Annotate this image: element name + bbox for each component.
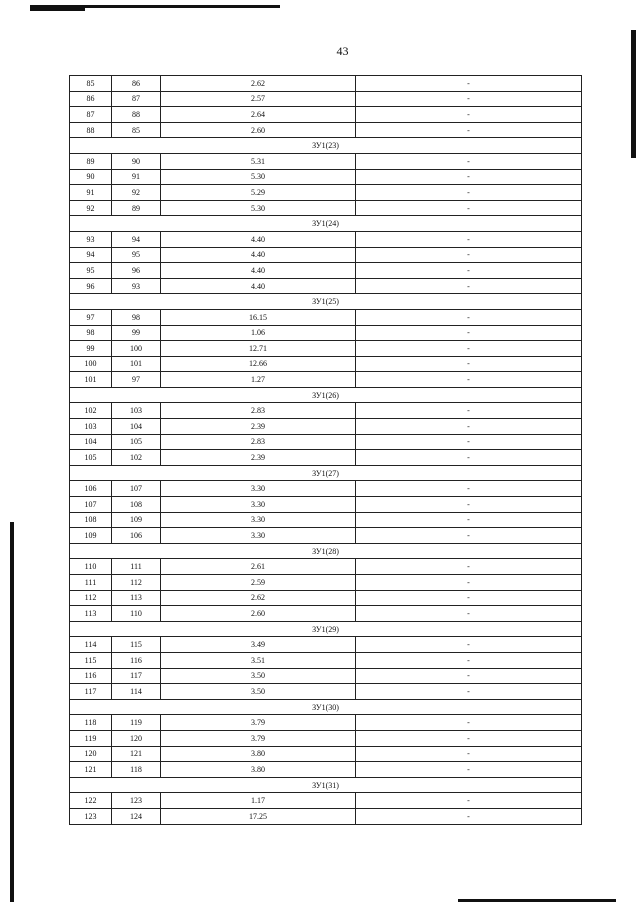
- note-cell: -: [356, 528, 582, 544]
- length-cell: 17.25: [161, 808, 356, 824]
- note-cell: -: [356, 590, 582, 606]
- table-body: [70, 76, 582, 825]
- note-cell: -: [356, 247, 582, 263]
- from-point-cell: 112: [70, 590, 112, 606]
- table-row: [70, 153, 582, 169]
- note-cell: -: [356, 559, 582, 575]
- group-header-row: [70, 138, 582, 154]
- to-point-cell: 121: [112, 746, 161, 762]
- scan-artifact-top-corner: [30, 8, 85, 11]
- from-point-cell: 106: [70, 481, 112, 497]
- to-point-cell: 87: [112, 91, 161, 107]
- from-point-cell: 119: [70, 730, 112, 746]
- to-point-cell: 116: [112, 652, 161, 668]
- table-row: [70, 403, 582, 419]
- note-cell: -: [356, 309, 582, 325]
- table-row: [70, 637, 582, 653]
- from-point-cell: 92: [70, 200, 112, 216]
- note-cell: -: [356, 76, 582, 92]
- from-point-cell: 108: [70, 512, 112, 528]
- from-point-cell: 87: [70, 107, 112, 123]
- from-point-cell: 122: [70, 793, 112, 809]
- note-cell: -: [356, 512, 582, 528]
- table-row: [70, 107, 582, 123]
- group-label: ЗУ1(28): [70, 543, 582, 559]
- from-point-cell: 109: [70, 528, 112, 544]
- to-point-cell: 98: [112, 309, 161, 325]
- note-cell: -: [356, 169, 582, 185]
- table-row: [70, 200, 582, 216]
- to-point-cell: 113: [112, 590, 161, 606]
- from-point-cell: 120: [70, 746, 112, 762]
- table-row: [70, 746, 582, 762]
- table-row: [70, 356, 582, 372]
- length-cell: 4.40: [161, 247, 356, 263]
- length-cell: 2.57: [161, 91, 356, 107]
- table-row: [70, 668, 582, 684]
- from-point-cell: 101: [70, 372, 112, 388]
- length-cell: 3.80: [161, 746, 356, 762]
- note-cell: -: [356, 652, 582, 668]
- group-header-row: [70, 216, 582, 232]
- group-label: ЗУ1(24): [70, 216, 582, 232]
- page-number: 43: [336, 44, 349, 58]
- note-cell: -: [356, 325, 582, 341]
- note-cell: -: [356, 91, 582, 107]
- table-row: [70, 715, 582, 731]
- to-point-cell: 119: [112, 715, 161, 731]
- from-point-cell: 105: [70, 450, 112, 466]
- to-point-cell: 85: [112, 122, 161, 138]
- to-point-cell: 110: [112, 606, 161, 622]
- note-cell: -: [356, 715, 582, 731]
- table-row: [70, 419, 582, 435]
- from-point-cell: 114: [70, 637, 112, 653]
- table-row: [70, 309, 582, 325]
- from-point-cell: 102: [70, 403, 112, 419]
- note-cell: -: [356, 341, 582, 357]
- from-point-cell: 86: [70, 91, 112, 107]
- length-cell: 12.71: [161, 341, 356, 357]
- to-point-cell: 90: [112, 153, 161, 169]
- from-point-cell: 97: [70, 309, 112, 325]
- boundary-segments-table: [69, 75, 582, 825]
- to-point-cell: 97: [112, 372, 161, 388]
- length-cell: 1.06: [161, 325, 356, 341]
- length-cell: 2.62: [161, 590, 356, 606]
- to-point-cell: 96: [112, 263, 161, 279]
- table-row: [70, 590, 582, 606]
- scan-artifact-left: [10, 522, 14, 902]
- from-point-cell: 99: [70, 341, 112, 357]
- table-row: [70, 497, 582, 513]
- note-cell: -: [356, 185, 582, 201]
- to-point-cell: 99: [112, 325, 161, 341]
- to-point-cell: 106: [112, 528, 161, 544]
- note-cell: -: [356, 403, 582, 419]
- from-point-cell: 113: [70, 606, 112, 622]
- table-row: [70, 231, 582, 247]
- to-point-cell: 102: [112, 450, 161, 466]
- table-row: [70, 512, 582, 528]
- length-cell: 4.40: [161, 278, 356, 294]
- table-row: [70, 684, 582, 700]
- from-point-cell: 95: [70, 263, 112, 279]
- to-point-cell: 124: [112, 808, 161, 824]
- to-point-cell: 109: [112, 512, 161, 528]
- note-cell: -: [356, 372, 582, 388]
- group-header-row: [70, 699, 582, 715]
- note-cell: -: [356, 808, 582, 824]
- from-point-cell: 89: [70, 153, 112, 169]
- from-point-cell: 123: [70, 808, 112, 824]
- note-cell: -: [356, 762, 582, 778]
- note-cell: -: [356, 746, 582, 762]
- note-cell: -: [356, 497, 582, 513]
- length-cell: 1.27: [161, 372, 356, 388]
- to-point-cell: 89: [112, 200, 161, 216]
- to-point-cell: 92: [112, 185, 161, 201]
- table-row: [70, 434, 582, 450]
- group-header-row: [70, 543, 582, 559]
- to-point-cell: 117: [112, 668, 161, 684]
- from-point-cell: 94: [70, 247, 112, 263]
- to-point-cell: 112: [112, 575, 161, 591]
- note-cell: -: [356, 434, 582, 450]
- table-row: [70, 793, 582, 809]
- to-point-cell: 111: [112, 559, 161, 575]
- length-cell: 2.61: [161, 559, 356, 575]
- to-point-cell: 120: [112, 730, 161, 746]
- to-point-cell: 105: [112, 434, 161, 450]
- length-cell: 1.17: [161, 793, 356, 809]
- note-cell: -: [356, 684, 582, 700]
- to-point-cell: 94: [112, 231, 161, 247]
- length-cell: 2.60: [161, 122, 356, 138]
- group-label: ЗУ1(31): [70, 777, 582, 793]
- table-row: [70, 808, 582, 824]
- length-cell: 2.83: [161, 403, 356, 419]
- scan-artifact-bottom: [458, 899, 616, 902]
- length-cell: 12.66: [161, 356, 356, 372]
- length-cell: 2.39: [161, 419, 356, 435]
- from-point-cell: 90: [70, 169, 112, 185]
- to-point-cell: 91: [112, 169, 161, 185]
- note-cell: -: [356, 637, 582, 653]
- note-cell: -: [356, 231, 582, 247]
- from-point-cell: 91: [70, 185, 112, 201]
- to-point-cell: 108: [112, 497, 161, 513]
- length-cell: 2.83: [161, 434, 356, 450]
- table-row: [70, 247, 582, 263]
- from-point-cell: 93: [70, 231, 112, 247]
- from-point-cell: 115: [70, 652, 112, 668]
- group-header-row: [70, 777, 582, 793]
- to-point-cell: 103: [112, 403, 161, 419]
- note-cell: -: [356, 278, 582, 294]
- group-label: ЗУ1(23): [70, 138, 582, 154]
- group-label: ЗУ1(29): [70, 621, 582, 637]
- from-point-cell: 98: [70, 325, 112, 341]
- from-point-cell: 110: [70, 559, 112, 575]
- from-point-cell: 88: [70, 122, 112, 138]
- note-cell: -: [356, 200, 582, 216]
- length-cell: 3.30: [161, 528, 356, 544]
- note-cell: -: [356, 263, 582, 279]
- from-point-cell: 121: [70, 762, 112, 778]
- group-label: ЗУ1(26): [70, 387, 582, 403]
- table-row: [70, 263, 582, 279]
- table-row: [70, 122, 582, 138]
- note-cell: -: [356, 122, 582, 138]
- table-row: [70, 575, 582, 591]
- table-row: [70, 481, 582, 497]
- length-cell: 2.64: [161, 107, 356, 123]
- group-header-row: [70, 465, 582, 481]
- group-header-row: [70, 294, 582, 310]
- group-header-row: [70, 387, 582, 403]
- to-point-cell: 95: [112, 247, 161, 263]
- length-cell: 16.15: [161, 309, 356, 325]
- length-cell: 3.80: [161, 762, 356, 778]
- length-cell: 3.30: [161, 481, 356, 497]
- from-point-cell: 103: [70, 419, 112, 435]
- table-row: [70, 341, 582, 357]
- table-row: [70, 169, 582, 185]
- to-point-cell: 114: [112, 684, 161, 700]
- note-cell: -: [356, 481, 582, 497]
- group-label: ЗУ1(30): [70, 699, 582, 715]
- group-header-row: [70, 621, 582, 637]
- from-point-cell: 85: [70, 76, 112, 92]
- table-row: [70, 652, 582, 668]
- length-cell: 3.51: [161, 652, 356, 668]
- to-point-cell: 100: [112, 341, 161, 357]
- length-cell: 3.30: [161, 497, 356, 513]
- length-cell: 3.50: [161, 668, 356, 684]
- to-point-cell: 88: [112, 107, 161, 123]
- to-point-cell: 104: [112, 419, 161, 435]
- from-point-cell: 107: [70, 497, 112, 513]
- length-cell: 2.39: [161, 450, 356, 466]
- table-row: [70, 762, 582, 778]
- to-point-cell: 123: [112, 793, 161, 809]
- length-cell: 5.31: [161, 153, 356, 169]
- length-cell: 2.60: [161, 606, 356, 622]
- table-row: [70, 278, 582, 294]
- length-cell: 5.30: [161, 169, 356, 185]
- from-point-cell: 117: [70, 684, 112, 700]
- length-cell: 3.79: [161, 715, 356, 731]
- group-label: ЗУ1(27): [70, 465, 582, 481]
- table-row: [70, 528, 582, 544]
- note-cell: -: [356, 793, 582, 809]
- table-row: [70, 372, 582, 388]
- from-point-cell: 104: [70, 434, 112, 450]
- group-label: ЗУ1(25): [70, 294, 582, 310]
- from-point-cell: 100: [70, 356, 112, 372]
- note-cell: -: [356, 575, 582, 591]
- length-cell: 4.40: [161, 263, 356, 279]
- length-cell: 3.50: [161, 684, 356, 700]
- from-point-cell: 118: [70, 715, 112, 731]
- table-row: [70, 559, 582, 575]
- to-point-cell: 107: [112, 481, 161, 497]
- length-cell: 5.29: [161, 185, 356, 201]
- to-point-cell: 86: [112, 76, 161, 92]
- note-cell: -: [356, 668, 582, 684]
- note-cell: -: [356, 356, 582, 372]
- note-cell: -: [356, 107, 582, 123]
- length-cell: 2.59: [161, 575, 356, 591]
- to-point-cell: 93: [112, 278, 161, 294]
- table-row: [70, 450, 582, 466]
- to-point-cell: 115: [112, 637, 161, 653]
- length-cell: 3.49: [161, 637, 356, 653]
- note-cell: -: [356, 606, 582, 622]
- length-cell: 3.79: [161, 730, 356, 746]
- to-point-cell: 118: [112, 762, 161, 778]
- length-cell: 4.40: [161, 231, 356, 247]
- table-row: [70, 730, 582, 746]
- from-point-cell: 96: [70, 278, 112, 294]
- note-cell: -: [356, 730, 582, 746]
- table-row: [70, 185, 582, 201]
- table-row: [70, 606, 582, 622]
- from-point-cell: 111: [70, 575, 112, 591]
- note-cell: -: [356, 450, 582, 466]
- note-cell: -: [356, 153, 582, 169]
- table-row: [70, 76, 582, 92]
- length-cell: 3.30: [161, 512, 356, 528]
- to-point-cell: 101: [112, 356, 161, 372]
- from-point-cell: 116: [70, 668, 112, 684]
- length-cell: 5.30: [161, 200, 356, 216]
- table-row: [70, 325, 582, 341]
- table-row: [70, 91, 582, 107]
- length-cell: 2.62: [161, 76, 356, 92]
- note-cell: -: [356, 419, 582, 435]
